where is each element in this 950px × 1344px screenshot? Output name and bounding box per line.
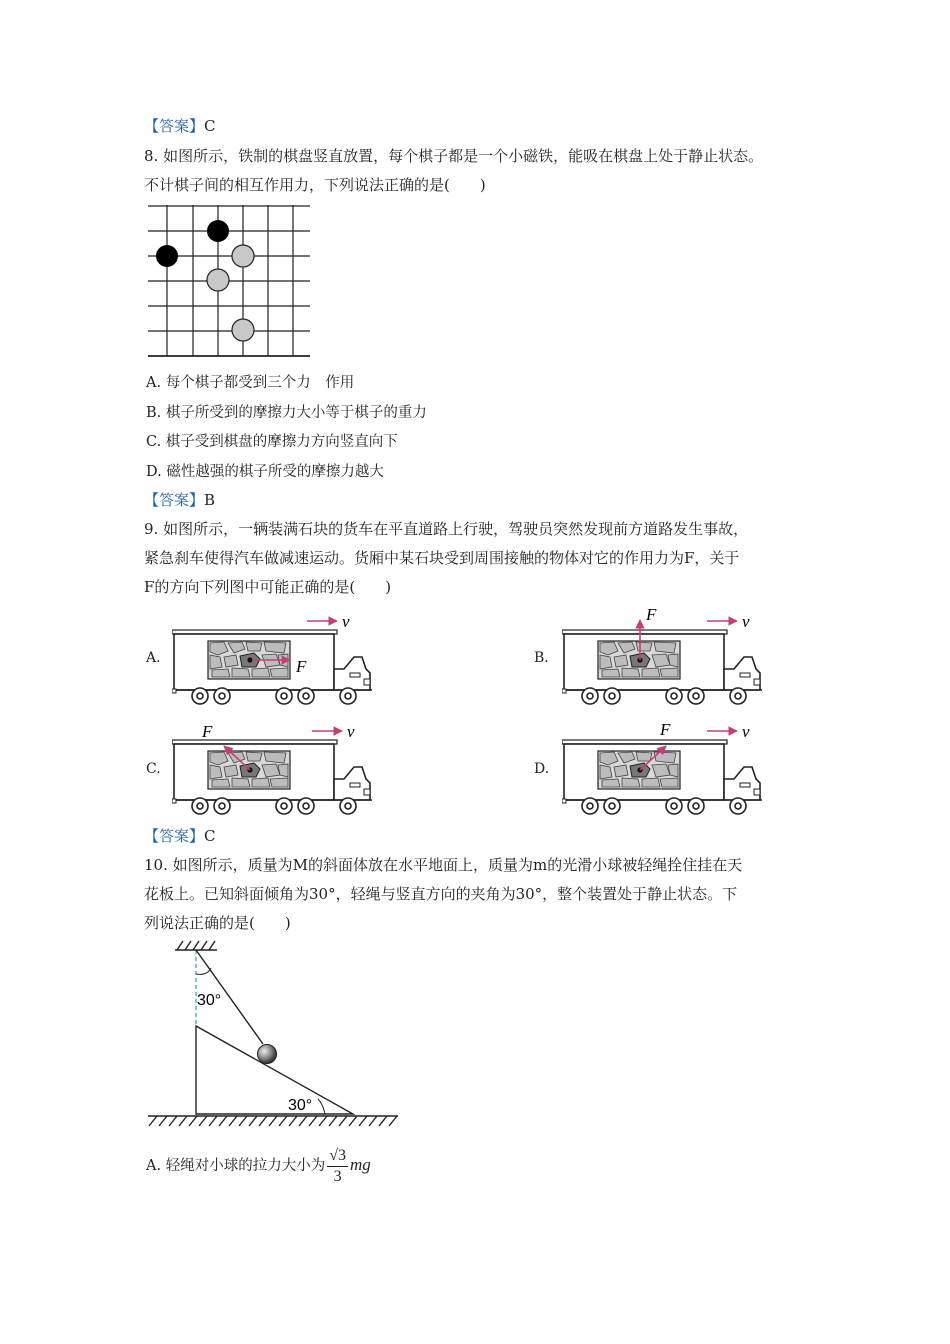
grey-stone <box>232 319 254 341</box>
answer-tag: 【答案】 <box>144 117 205 135</box>
answer-value: C <box>204 117 216 135</box>
ball <box>258 1045 277 1064</box>
black-stone <box>207 220 229 242</box>
black-stone <box>156 245 178 267</box>
force-label: F <box>646 605 657 624</box>
q10-stem-line1: 10. 如图所示，质量为M的斜面体放在水平地面上，质量为m的光滑小球被轻绳拴住挂在天 <box>144 856 743 874</box>
answer-tag: 【答案】 <box>144 827 205 845</box>
q9-stem-line1: 9. 如图所示，一辆装满石块的货车在平直道路上行驶，驾驶员突然发现前方道路发生事故， <box>144 520 749 538</box>
q9-option-b-figure <box>562 605 767 707</box>
ground <box>148 1116 398 1126</box>
fraction <box>327 1146 348 1187</box>
go-board-figure <box>148 205 310 357</box>
q9-option-d-label: D. <box>534 761 550 777</box>
force-label: F <box>660 720 671 739</box>
incline <box>196 1026 353 1114</box>
q9-option-a-figure <box>172 612 377 707</box>
q9-option-a-label: A. <box>146 650 161 666</box>
q8-stem-line2: 不计棋子间的相互作用力，下列说法正确的是( ) <box>144 176 486 194</box>
force-label: F <box>296 657 307 676</box>
q9-option-c-label: C. <box>146 761 161 777</box>
velocity-label: v <box>342 612 350 631</box>
q7-answer <box>144 116 216 136</box>
fraction-numerator: √3 <box>327 1146 348 1167</box>
q10-option-a-text: A. 轻绳对小球的拉力大小为 <box>146 1158 326 1174</box>
q8-answer <box>144 490 215 510</box>
ceiling <box>175 941 217 950</box>
velocity-label: v <box>347 722 355 741</box>
answer-value: C <box>204 827 216 845</box>
incline-figure <box>145 938 405 1130</box>
q8-option-d: D. 磁性越强的棋子所受的摩擦力越大 <box>146 464 384 480</box>
q10-stem-line2: 花板上。已知斜面倾角为30°，轻绳与竖直方向的夹角为30°，整个装置处于静止状态。下 <box>144 885 738 903</box>
q9-stem-line3: F的方向下列图中可能正确的是( ) <box>144 578 392 596</box>
velocity-label: v <box>742 722 750 741</box>
q9-option-c-figure <box>172 722 377 817</box>
force-label: F <box>202 722 213 741</box>
fraction-denominator: 3 <box>333 1167 342 1185</box>
q8-option-a: A. 每个棋子都受到三个力 作用 <box>146 375 355 391</box>
q9-answer <box>144 826 216 846</box>
angle-label-bottom: 30° <box>288 1097 313 1114</box>
q8-stem-line1: 8. 如图所示，铁制的棋盘竖直放置，每个棋子都是一个小磁铁，能吸在棋盘上处于静止状态。 <box>144 147 764 165</box>
grey-stone <box>232 245 254 267</box>
answer-value: B <box>204 491 216 509</box>
angle-label-top: 30° <box>197 992 222 1009</box>
q9-option-b-label: B. <box>534 650 549 666</box>
q10-option-a-mg: mg <box>349 1155 371 1174</box>
q8-option-c: C. 棋子受到棋盘的摩擦力方向竖直向下 <box>146 434 398 450</box>
q8-option-b: B. 棋子所受到的摩擦力大小等于棋子的重力 <box>146 405 427 421</box>
velocity-label: v <box>742 612 750 631</box>
q10-option-a <box>146 1143 371 1188</box>
grey-stone <box>207 269 229 291</box>
q10-stem-line3: 列说法正确的是( ) <box>144 914 291 932</box>
q9-stem-line2: 紧急刹车使得汽车做减速运动。货厢中某石块受到周围接触的物体对它的作用力为F，关于 <box>144 549 740 567</box>
q9-option-d-figure <box>562 722 767 817</box>
answer-tag: 【答案】 <box>144 491 205 509</box>
